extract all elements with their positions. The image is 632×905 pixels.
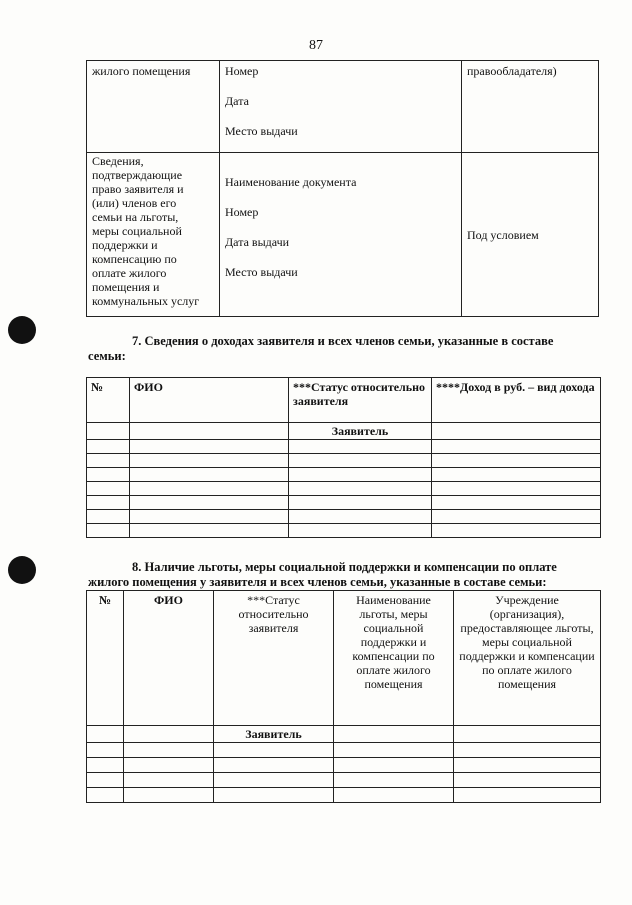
heading-line: жилого помещения у заявителя и всех членов семьи, указанные в составе семьи: — [88, 575, 547, 589]
section-7-heading — [88, 334, 600, 364]
applicant-label: Заявитель — [289, 423, 432, 440]
table-cell: правообладателя) — [462, 61, 599, 153]
table-row — [87, 524, 601, 538]
table-row — [87, 153, 599, 317]
table-cell[interactable] — [87, 524, 130, 538]
table-row — [87, 468, 601, 482]
column-header: Учреждение (организация), предоставляющее льготы, меры социальной поддержки и компенсации по оплате жилого помещения — [454, 591, 601, 726]
field-label: Номер — [225, 205, 259, 219]
cell-line: право заявителя и — [92, 182, 184, 196]
table-cell[interactable] — [124, 726, 214, 743]
table-row — [87, 440, 601, 454]
field-label: Место выдачи — [225, 265, 298, 279]
table-cell[interactable] — [214, 773, 334, 788]
cell-line: меры социальной — [92, 224, 182, 238]
table-cell[interactable] — [130, 454, 289, 468]
table-row — [87, 743, 601, 758]
table-cell[interactable] — [432, 454, 601, 468]
section-8-heading — [88, 560, 604, 590]
table-cell[interactable] — [214, 788, 334, 803]
table-cell: Под условием — [462, 153, 599, 317]
column-header: № — [87, 378, 130, 423]
column-header: ФИО — [130, 378, 289, 423]
field-label: Наименование документа — [225, 175, 357, 189]
table-cell[interactable] — [87, 743, 124, 758]
table-cell[interactable] — [87, 496, 130, 510]
table-cell[interactable] — [124, 773, 214, 788]
table-cell[interactable] — [432, 524, 601, 538]
table-cell[interactable] — [289, 454, 432, 468]
table-cell[interactable] — [87, 482, 130, 496]
column-header: ***Статус относительно заявителя — [289, 378, 432, 423]
cell-line: помещения и — [92, 280, 160, 294]
page-number: 87 — [309, 38, 323, 53]
table-cell[interactable] — [87, 454, 130, 468]
income-table — [86, 377, 601, 538]
table-cell[interactable] — [334, 743, 454, 758]
heading-line: 8. Наличие льготы, меры социальной поддержки и компенсации по оплате — [132, 560, 557, 574]
cell-line: (или) членов его — [92, 196, 177, 210]
table-cell[interactable] — [124, 788, 214, 803]
applicant-label: Заявитель — [214, 726, 334, 743]
cell-line: коммунальных услуг — [92, 294, 200, 308]
table-cell[interactable] — [432, 510, 601, 524]
column-header: № — [87, 591, 124, 726]
column-header: ФИО — [124, 591, 214, 726]
heading-line: 7. Сведения о доходах заявителя и всех членов семьи, указанные в составе — [132, 334, 554, 348]
column-header: ****Доход в руб. – вид дохода — [432, 378, 601, 423]
table-cell[interactable] — [432, 482, 601, 496]
documents-table — [86, 60, 599, 317]
table-cell[interactable] — [87, 423, 130, 440]
table-row — [87, 454, 601, 468]
heading-line: семьи: — [88, 349, 126, 363]
table-cell[interactable] — [454, 773, 601, 788]
table-row — [87, 773, 601, 788]
column-header: ***Статус относительно заявителя — [214, 591, 334, 726]
table-cell[interactable] — [130, 423, 289, 440]
table-cell[interactable] — [87, 773, 124, 788]
table-cell[interactable] — [124, 758, 214, 773]
table-cell[interactable] — [454, 726, 601, 743]
table-row — [87, 423, 601, 440]
cell-line: семьи на льготы, — [92, 210, 179, 224]
table-cell[interactable] — [130, 524, 289, 538]
table-cell[interactable] — [214, 743, 334, 758]
table-cell[interactable] — [130, 468, 289, 482]
table-row — [87, 61, 599, 153]
table-row — [87, 510, 601, 524]
cell-line: компенсацию по — [92, 252, 177, 266]
benefits-table — [86, 590, 601, 803]
table-cell: жилого помещения — [87, 61, 220, 153]
table-header-row — [87, 591, 601, 726]
table-cell[interactable] — [130, 510, 289, 524]
table-cell[interactable] — [87, 726, 124, 743]
table-cell — [220, 61, 462, 153]
table-cell[interactable] — [289, 468, 432, 482]
table-cell[interactable] — [432, 440, 601, 454]
table-cell[interactable] — [432, 496, 601, 510]
table-cell[interactable] — [87, 510, 130, 524]
field-label: Номер — [225, 64, 259, 78]
table-cell[interactable] — [289, 440, 432, 454]
table-cell — [220, 153, 462, 317]
column-header: Наименование льготы, меры социальной поддержки и компенсации по оплате жилого помещения — [334, 591, 454, 726]
punch-hole-mark — [8, 316, 36, 344]
table-cell[interactable] — [87, 440, 130, 454]
table-row — [87, 482, 601, 496]
table-row — [87, 496, 601, 510]
table-cell[interactable] — [289, 524, 432, 538]
table-cell[interactable] — [124, 743, 214, 758]
table-cell — [87, 153, 220, 317]
table-row — [87, 726, 601, 743]
field-label: Дата — [225, 94, 249, 108]
table-cell[interactable] — [432, 468, 601, 482]
table-cell[interactable] — [130, 496, 289, 510]
table-cell[interactable] — [454, 743, 601, 758]
table-cell[interactable] — [334, 726, 454, 743]
punch-hole-mark — [8, 556, 36, 584]
cell-line: Сведения, — [92, 154, 144, 168]
table-cell[interactable] — [334, 758, 454, 773]
table-cell[interactable] — [214, 758, 334, 773]
table-cell[interactable] — [289, 482, 432, 496]
table-cell[interactable] — [289, 496, 432, 510]
table-cell[interactable] — [334, 773, 454, 788]
table-cell[interactable] — [454, 788, 601, 803]
field-label: Место выдачи — [225, 124, 298, 138]
table-header-row — [87, 378, 601, 423]
table-cell[interactable] — [87, 468, 130, 482]
table-cell[interactable] — [130, 482, 289, 496]
table-cell[interactable] — [130, 440, 289, 454]
cell-line: поддержки и — [92, 238, 158, 252]
cell-line: оплате жилого — [92, 266, 167, 280]
table-cell[interactable] — [432, 423, 601, 440]
table-cell[interactable] — [87, 758, 124, 773]
table-row — [87, 788, 601, 803]
table-cell[interactable] — [454, 758, 601, 773]
cell-line: подтверждающие — [92, 168, 183, 182]
table-cell[interactable] — [289, 510, 432, 524]
table-cell[interactable] — [334, 788, 454, 803]
field-label: Дата выдачи — [225, 235, 290, 249]
table-cell[interactable] — [87, 788, 124, 803]
table-row — [87, 758, 601, 773]
